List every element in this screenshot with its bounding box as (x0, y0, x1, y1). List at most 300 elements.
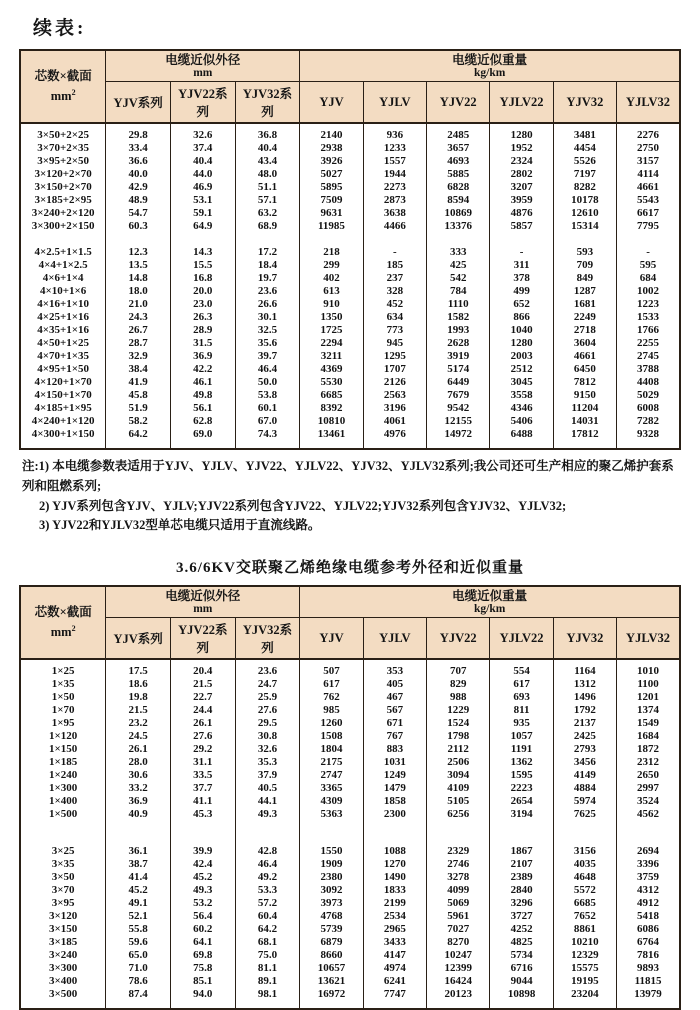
value-cell: 81.1 (235, 962, 300, 975)
value-cell: 3604 (553, 337, 616, 350)
value-cell: 2628 (427, 337, 490, 350)
spec-cell: 4×95+1×50 (20, 363, 106, 376)
value-cell: 1909 (300, 858, 363, 871)
value-cell: 378 (490, 272, 553, 285)
value-cell: 17.2 (235, 246, 300, 259)
value-cell: 75.0 (235, 949, 300, 962)
value-cell: 12329 (553, 949, 616, 962)
value-cell: 1362 (490, 756, 553, 769)
value-cell: 6685 (553, 897, 616, 910)
value-cell: 1312 (553, 678, 616, 691)
value-cell: 1550 (300, 845, 363, 858)
value-cell: 29.8 (106, 123, 171, 142)
value-cell: 21.5 (170, 678, 235, 691)
spec-cell: 1×185 (20, 756, 106, 769)
value-cell: 218 (300, 246, 363, 259)
value-cell: 9328 (617, 428, 680, 449)
value-cell: 333 (427, 246, 490, 259)
value-cell: 23.6 (235, 659, 300, 678)
value-cell: 767 (363, 730, 426, 743)
value-cell: 3926 (300, 155, 363, 168)
value-cell: 2140 (300, 123, 363, 142)
value-cell: 402 (300, 272, 363, 285)
value-cell: 33.5 (170, 769, 235, 782)
value-cell: 811 (490, 704, 553, 717)
value-cell: 40.4 (170, 155, 235, 168)
note-line: 2) YJV系列包含YJV、YJLV;YJV22系列包含YJV22、YJLV22;YJV32系列包含YJV32、YJLV32; (39, 498, 567, 513)
value-cell: 1798 (427, 730, 490, 743)
value-cell: 64.2 (106, 428, 171, 449)
column-group-diameter: 电缆近似外径 mm (106, 586, 300, 618)
core-size-unit: $mm^2$ (50, 623, 76, 639)
value-cell: 6764 (617, 936, 680, 949)
value-cell: 7197 (553, 168, 616, 181)
value-cell: 45.2 (106, 884, 171, 897)
value-cell: 6828 (427, 181, 490, 194)
value-cell: 883 (363, 743, 426, 756)
value-cell: 12610 (553, 207, 616, 220)
spec-cell: 3×150+2×70 (20, 181, 106, 194)
value-cell: 20123 (427, 988, 490, 1009)
value-cell: 634 (363, 311, 426, 324)
value-cell: 2329 (427, 845, 490, 858)
value-cell: 13461 (300, 428, 363, 449)
value-cell: 1508 (300, 730, 363, 743)
value-cell: 59.6 (106, 936, 171, 949)
value-cell: 64.9 (170, 220, 235, 233)
value-cell: 3196 (363, 402, 426, 415)
value-cell: 8861 (553, 923, 616, 936)
table-row (20, 897, 680, 910)
value-cell: 4061 (363, 415, 426, 428)
spec-cell: 3×120 (20, 910, 106, 923)
table-row (20, 155, 680, 168)
value-cell: 58.2 (106, 415, 171, 428)
table-row (20, 363, 680, 376)
value-cell: 1233 (363, 142, 426, 155)
value-cell: 2380 (300, 871, 363, 884)
value-cell: 2840 (490, 884, 553, 897)
spec-cell: 3×300+2×150 (20, 220, 106, 233)
value-cell: 44.1 (235, 795, 300, 808)
value-cell: 8392 (300, 402, 363, 415)
value-cell: 3433 (363, 936, 426, 949)
value-cell: 4309 (300, 795, 363, 808)
value-cell: 6008 (617, 402, 680, 415)
value-cell: 32.6 (170, 123, 235, 142)
spec-cell: 1×70 (20, 704, 106, 717)
empty-cell (617, 821, 680, 845)
value-cell: 3396 (617, 858, 680, 871)
column-header-yjv22: YJV22 (427, 82, 490, 124)
value-cell: 4976 (363, 428, 426, 449)
spec-cell: 1×120 (20, 730, 106, 743)
value-cell: 7795 (617, 220, 680, 233)
value-cell: 48.0 (235, 168, 300, 181)
value-cell: 2312 (617, 756, 680, 769)
table-row (20, 337, 680, 350)
table-row (20, 691, 680, 704)
value-cell: 4454 (553, 142, 616, 155)
value-cell: 16.8 (170, 272, 235, 285)
column-group-diameter: 电缆近似外径 mm (106, 50, 300, 82)
value-cell: 68.1 (235, 936, 300, 949)
value-cell: 46.4 (235, 858, 300, 871)
empty-cell (106, 233, 171, 246)
table-row (20, 756, 680, 769)
value-cell: 21.5 (106, 704, 171, 717)
column-header-yjv32-series: YJV32系列 (235, 82, 300, 124)
spec-cell: 4×35+1×16 (20, 324, 106, 337)
value-cell: 2324 (490, 155, 553, 168)
value-cell: 7652 (553, 910, 616, 923)
value-cell: 1191 (490, 743, 553, 756)
table-row (20, 936, 680, 949)
value-cell: 2534 (363, 910, 426, 923)
table-row (20, 415, 680, 428)
value-cell: 762 (300, 691, 363, 704)
value-cell: 28.0 (106, 756, 171, 769)
value-cell: 33.4 (106, 142, 171, 155)
table-row (20, 808, 680, 821)
value-cell: 1684 (617, 730, 680, 743)
column-header-yjlv22: YJLV22 (490, 618, 553, 660)
value-cell: 5974 (553, 795, 616, 808)
catalog-page (0, 13, 700, 1000)
value-cell: 57.1 (235, 194, 300, 207)
value-cell: 16972 (300, 988, 363, 1009)
table2-title: 3.6/6KV交联聚乙烯绝缘电缆参考外径和近似重量 (176, 560, 524, 576)
value-cell: 5027 (300, 168, 363, 181)
value-cell: 39.7 (235, 350, 300, 363)
value-cell: 1479 (363, 782, 426, 795)
value-cell: 37.9 (235, 769, 300, 782)
group-separator-row (20, 821, 680, 845)
value-cell: 98.1 (235, 988, 300, 1009)
value-cell: 4369 (300, 363, 363, 376)
column-header-yjlv: YJLV (363, 82, 426, 124)
value-cell: 7027 (427, 923, 490, 936)
value-cell: 617 (490, 678, 553, 691)
value-cell: 18.4 (235, 259, 300, 272)
value-cell: 16424 (427, 975, 490, 988)
column-header-yjv32: YJV32 (553, 618, 616, 660)
value-cell: 13979 (617, 988, 680, 1009)
value-cell: 2003 (490, 350, 553, 363)
value-cell: 593 (553, 246, 616, 259)
value-cell: 48.9 (106, 194, 171, 207)
value-cell: 18.6 (106, 678, 171, 691)
value-cell: 14031 (553, 415, 616, 428)
value-cell: 1002 (617, 285, 680, 298)
value-cell: 2747 (300, 769, 363, 782)
value-cell: 24.5 (106, 730, 171, 743)
column-header-yjv22-series: YJV22系列 (170, 82, 235, 124)
value-cell: 30.6 (106, 769, 171, 782)
value-cell: 405 (363, 678, 426, 691)
value-cell: 19195 (553, 975, 616, 988)
value-cell: 1374 (617, 704, 680, 717)
value-cell: 67.0 (235, 415, 300, 428)
value-cell: 4149 (553, 769, 616, 782)
value-cell: 36.6 (106, 155, 171, 168)
table-row (20, 220, 680, 233)
value-cell: 35.6 (235, 337, 300, 350)
value-cell: 2965 (363, 923, 426, 936)
value-cell: 5895 (300, 181, 363, 194)
value-cell: 54.7 (106, 207, 171, 220)
value-cell: 507 (300, 659, 363, 678)
spec-cell: 3×70+2×35 (20, 142, 106, 155)
table-row (20, 659, 680, 678)
value-cell: 617 (300, 678, 363, 691)
value-cell: 40.9 (106, 808, 171, 821)
value-cell: 51.1 (235, 181, 300, 194)
value-cell: 31.1 (170, 756, 235, 769)
spec-cell: 1×150 (20, 743, 106, 756)
value-cell: - (363, 246, 426, 259)
value-cell: 4648 (553, 871, 616, 884)
value-cell: 4661 (617, 181, 680, 194)
value-cell: 1201 (617, 691, 680, 704)
value-cell: 671 (363, 717, 426, 730)
table-row (20, 962, 680, 975)
value-cell: 2746 (427, 858, 490, 871)
value-cell: 32.9 (106, 350, 171, 363)
value-cell: 14.8 (106, 272, 171, 285)
value-cell: 2506 (427, 756, 490, 769)
value-cell: 935 (490, 717, 553, 730)
value-cell: 30.1 (235, 311, 300, 324)
value-cell: 41.1 (170, 795, 235, 808)
value-cell: 26.6 (235, 298, 300, 311)
value-cell: 7509 (300, 194, 363, 207)
value-cell: 13.5 (106, 259, 171, 272)
spec-cell: 4×50+1×25 (20, 337, 106, 350)
value-cell: 4114 (617, 168, 680, 181)
spec-cell: 1×95 (20, 717, 106, 730)
value-cell: 567 (363, 704, 426, 717)
page-title: 续表: (33, 18, 87, 39)
value-cell: 8660 (300, 949, 363, 962)
value-cell: 65.0 (106, 949, 171, 962)
value-cell: 44.0 (170, 168, 235, 181)
value-cell: 1223 (617, 298, 680, 311)
value-cell: 988 (427, 691, 490, 704)
value-cell: 5734 (490, 949, 553, 962)
table-row (20, 402, 680, 415)
value-cell: 38.4 (106, 363, 171, 376)
column-header-yjv32-series: YJV32系列 (235, 618, 300, 660)
value-cell: 68.9 (235, 220, 300, 233)
value-cell: 3092 (300, 884, 363, 897)
value-cell: 6716 (490, 962, 553, 975)
value-cell: 1681 (553, 298, 616, 311)
value-cell: 2718 (553, 324, 616, 337)
column-header-yjlv32: YJLV32 (617, 82, 680, 124)
value-cell: 1010 (617, 659, 680, 678)
value-cell: 63.2 (235, 207, 300, 220)
value-cell: 1280 (490, 337, 553, 350)
value-cell: - (617, 246, 680, 259)
value-cell: 1595 (490, 769, 553, 782)
value-cell: 31.5 (170, 337, 235, 350)
table-header (20, 50, 680, 123)
group-header-row (20, 586, 680, 618)
value-cell: 6879 (300, 936, 363, 949)
value-cell: 46.9 (170, 181, 235, 194)
value-cell: 17812 (553, 428, 616, 449)
value-cell: 6449 (427, 376, 490, 389)
value-cell: 1707 (363, 363, 426, 376)
value-cell: 5526 (553, 155, 616, 168)
table-row (20, 769, 680, 782)
value-cell: 4693 (427, 155, 490, 168)
spec-cell: 1×35 (20, 678, 106, 691)
empty-cell (427, 233, 490, 246)
value-cell: 910 (300, 298, 363, 311)
value-cell: 36.1 (106, 845, 171, 858)
value-cell: 499 (490, 285, 553, 298)
value-cell: 1229 (427, 704, 490, 717)
value-cell: 1295 (363, 350, 426, 363)
value-cell: 5857 (490, 220, 553, 233)
empty-cell (170, 233, 235, 246)
value-cell: 3524 (617, 795, 680, 808)
value-cell: 849 (553, 272, 616, 285)
value-cell: 2654 (490, 795, 553, 808)
table-row (20, 246, 680, 259)
value-cell: 28.9 (170, 324, 235, 337)
value-cell: 36.9 (106, 795, 171, 808)
value-cell: 773 (363, 324, 426, 337)
value-cell: 23204 (553, 988, 616, 1009)
table-row (20, 975, 680, 988)
spec-cell: 1×50 (20, 691, 106, 704)
value-cell: 87.4 (106, 988, 171, 1009)
value-cell: - (490, 246, 553, 259)
column-header-yjv-series: YJV系列 (106, 618, 171, 660)
value-cell: 4312 (617, 884, 680, 897)
value-cell: 2997 (617, 782, 680, 795)
value-cell: 3759 (617, 871, 680, 884)
value-cell: 1557 (363, 155, 426, 168)
value-cell: 2112 (427, 743, 490, 756)
value-cell: 26.1 (106, 743, 171, 756)
empty-cell (427, 821, 490, 845)
value-cell: 3156 (553, 845, 616, 858)
value-cell: 1833 (363, 884, 426, 897)
table-row (20, 858, 680, 871)
value-cell: 945 (363, 337, 426, 350)
spec-cell: 4×240+1×120 (20, 415, 106, 428)
value-cell: 15575 (553, 962, 616, 975)
value-cell: 14.3 (170, 246, 235, 259)
value-cell: 4346 (490, 402, 553, 415)
value-cell: 60.3 (106, 220, 171, 233)
value-cell: 1804 (300, 743, 363, 756)
table-row (20, 324, 680, 337)
value-cell: 22.7 (170, 691, 235, 704)
value-cell: 4147 (363, 949, 426, 962)
value-cell: 53.8 (235, 389, 300, 402)
value-cell: 3194 (490, 808, 553, 821)
value-cell: 7747 (363, 988, 426, 1009)
value-cell: 6256 (427, 808, 490, 821)
value-cell: 7679 (427, 389, 490, 402)
value-cell: 1270 (363, 858, 426, 871)
value-cell: 2175 (300, 756, 363, 769)
value-cell: 41.4 (106, 871, 171, 884)
spec-cell: 3×300 (20, 962, 106, 975)
spec-cell: 4×10+1×6 (20, 285, 106, 298)
value-cell: 19.8 (106, 691, 171, 704)
value-cell: 57.2 (235, 897, 300, 910)
value-cell: 3211 (300, 350, 363, 363)
value-cell: 4099 (427, 884, 490, 897)
table-row (20, 376, 680, 389)
value-cell: 4768 (300, 910, 363, 923)
value-cell: 554 (490, 659, 553, 678)
value-cell: 23.2 (106, 717, 171, 730)
value-cell: 5418 (617, 910, 680, 923)
value-cell: 7816 (617, 949, 680, 962)
value-cell: 652 (490, 298, 553, 311)
value-cell: 5174 (427, 363, 490, 376)
value-cell: 40.4 (235, 142, 300, 155)
value-cell: 32.6 (235, 743, 300, 756)
value-cell: 64.2 (235, 923, 300, 936)
value-cell: 1249 (363, 769, 426, 782)
value-cell: 10810 (300, 415, 363, 428)
spec-cell: 3×95 (20, 897, 106, 910)
value-cell: 78.6 (106, 975, 171, 988)
value-cell: 2107 (490, 858, 553, 871)
value-cell: 2255 (617, 337, 680, 350)
note-line: 注:1) 本电缆参数表适用于YJV、YJLV、YJV22、YJLV22、YJV32、YJLV32系列;我公司还可生产相应的聚乙烯护套系列和阻燃系列; (22, 459, 674, 493)
value-cell: 1496 (553, 691, 616, 704)
table-body (20, 123, 680, 449)
value-cell: 2137 (553, 717, 616, 730)
value-cell: 15.5 (170, 259, 235, 272)
value-cell: 1952 (490, 142, 553, 155)
table-row (20, 717, 680, 730)
value-cell: 2750 (617, 142, 680, 155)
value-cell: 6617 (617, 207, 680, 220)
empty-cell (363, 233, 426, 246)
value-cell: 55.8 (106, 923, 171, 936)
empty-cell (300, 821, 363, 845)
value-cell: 12399 (427, 962, 490, 975)
note-line: 3) YJV22和YJLV32型单芯电缆只适用于直流线路。 (39, 518, 321, 533)
value-cell: 299 (300, 259, 363, 272)
value-cell: 5363 (300, 808, 363, 821)
value-cell: 2425 (553, 730, 616, 743)
column-header-yjv: YJV (300, 82, 363, 124)
empty-cell (490, 821, 553, 845)
spec-cell: 4×6+1×4 (20, 272, 106, 285)
value-cell: 5739 (300, 923, 363, 936)
value-cell: 29.2 (170, 743, 235, 756)
value-cell: 1287 (553, 285, 616, 298)
value-cell: 49.8 (170, 389, 235, 402)
value-cell: 15314 (553, 220, 616, 233)
value-cell: 6450 (553, 363, 616, 376)
value-cell: 5029 (617, 389, 680, 402)
table-row (20, 389, 680, 402)
spec-cell: 4×2.5+1×1.5 (20, 246, 106, 259)
table-row (20, 181, 680, 194)
